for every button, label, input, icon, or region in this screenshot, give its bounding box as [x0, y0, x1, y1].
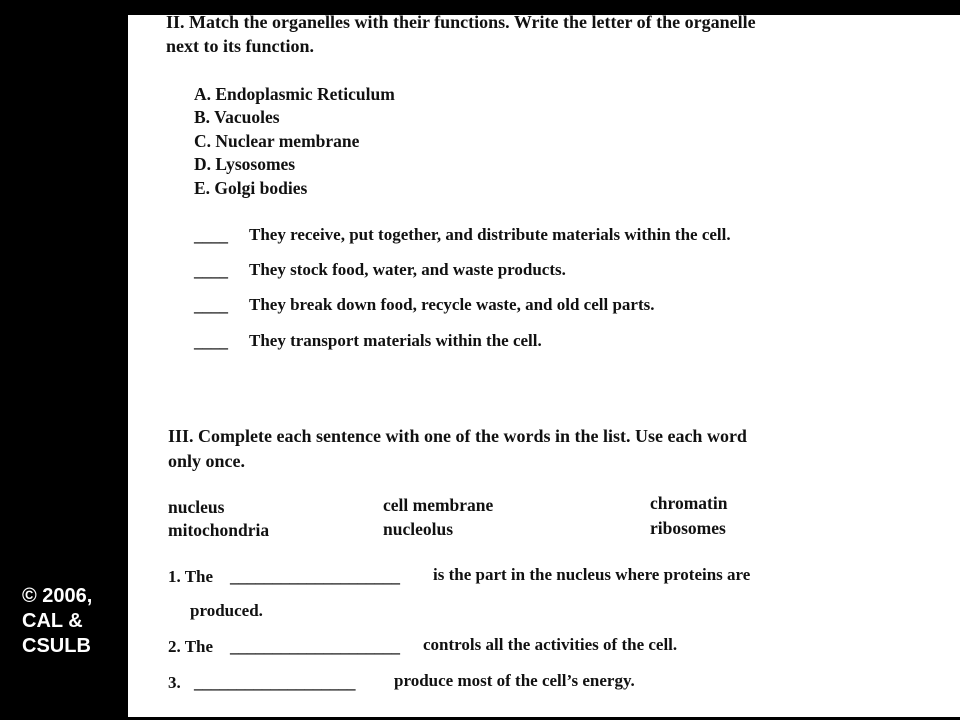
- copyright-line: CSULB: [22, 635, 91, 657]
- function-statement: They transport materials within the cell.: [249, 331, 542, 350]
- sentence-text: produce most of the cell’s energy.: [394, 671, 635, 690]
- answer-blank: ____: [194, 226, 228, 245]
- sentence-number: 1. The: [168, 567, 214, 586]
- section3-instruction-cont: only once.: [168, 451, 246, 471]
- answer-blank: ____: [194, 296, 228, 315]
- word-list-item: nucleolus: [383, 519, 454, 539]
- function-statement: They stock food, water, and waste products.: [249, 260, 566, 279]
- copyright-notice: [22, 584, 126, 659]
- organelle-option-b: B. Vacuoles: [194, 107, 280, 127]
- word-list-item: chromatin: [650, 493, 728, 513]
- organelle-option-d: D. Lysosomes: [194, 154, 296, 174]
- organelle-option-a: A. Endoplasmic Reticulum: [194, 84, 395, 104]
- word-list-item: nucleus: [168, 497, 225, 517]
- sentence-blank: ____________________: [230, 567, 400, 586]
- copyright-line: © 2006,: [22, 585, 93, 607]
- section3-instruction: III. Complete each sentence with one of the words in the list. Use each word: [168, 426, 747, 446]
- sentence-blank: ____________________: [230, 637, 400, 656]
- function-statement: They receive, put together, and distribute materials within the cell.: [249, 225, 731, 244]
- worksheet-page: [128, 15, 960, 717]
- answer-blank: ____: [194, 332, 228, 351]
- word-list-item: ribosomes: [650, 518, 726, 538]
- sentence-text: is the part in the nucleus where proteins are: [433, 565, 751, 584]
- word-list-item: cell membrane: [383, 495, 494, 515]
- sentence-number: 2. The: [168, 637, 214, 656]
- sentence-text: controls all the activities of the cell.: [423, 635, 678, 654]
- answer-blank: ____: [194, 261, 228, 280]
- organelle-option-c: C. Nuclear membrane: [194, 131, 360, 151]
- function-statement: They break down food, recycle waste, and old cell parts.: [249, 295, 655, 314]
- sentence-continuation: produced.: [190, 601, 263, 620]
- copyright-line: CAL &: [22, 610, 83, 632]
- section2-instruction: II. Match the organelles with their functions. Write the letter of the organelle: [166, 15, 756, 32]
- section2-instruction-cont: next to its function.: [166, 36, 314, 56]
- sentence-blank: ___________________: [194, 673, 356, 692]
- word-list-item: mitochondria: [168, 520, 270, 540]
- organelle-option-e: E. Golgi bodies: [194, 178, 308, 198]
- sentence-number: 3.: [168, 673, 181, 692]
